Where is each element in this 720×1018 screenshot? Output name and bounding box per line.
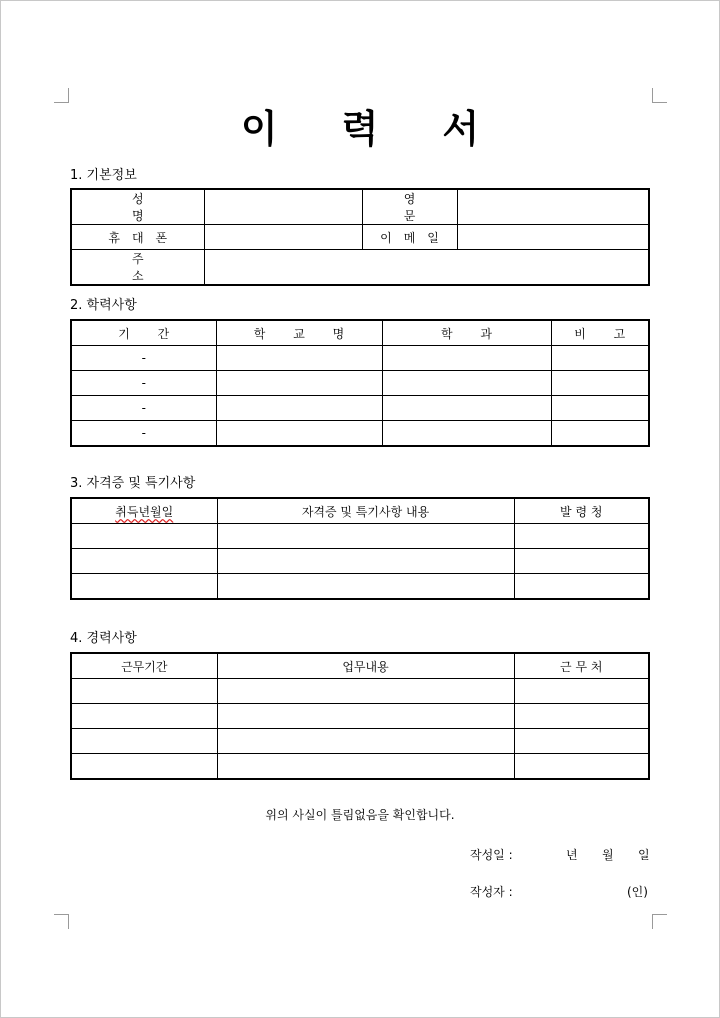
email-field[interactable] [457, 225, 649, 250]
education-note-cell[interactable] [551, 346, 649, 371]
career-workplace-cell[interactable] [514, 754, 649, 780]
table-row [71, 524, 649, 549]
table-row [71, 704, 649, 729]
education-header-note: 비 고 [551, 320, 649, 346]
education-period-cell[interactable]: - [71, 371, 216, 396]
certificate-content-cell[interactable] [217, 574, 514, 600]
education-note-cell[interactable] [551, 396, 649, 421]
certificates-header-date [71, 498, 217, 524]
section-basic-heading: 1. 기본정보 [70, 168, 137, 183]
career-workplace-cell[interactable] [514, 729, 649, 754]
label-name: 성 명 [71, 189, 204, 225]
education-table [70, 319, 650, 447]
career-period-cell[interactable] [71, 679, 217, 704]
education-period-cell[interactable]: - [71, 396, 216, 421]
table-row [71, 754, 649, 780]
education-header-major: 학 과 [382, 320, 551, 346]
certificates-table [70, 497, 650, 600]
title-char: 력 [341, 106, 379, 151]
basic-info-table [70, 188, 650, 286]
education-note-cell[interactable] [551, 371, 649, 396]
declaration-text: 위의 사실이 틀림없음을 확인합니다. [265, 808, 455, 822]
education-school-cell[interactable] [216, 396, 382, 421]
writer-label: 작성자 : [470, 885, 513, 899]
phone-field[interactable] [204, 225, 362, 250]
certificate-content-cell[interactable] [217, 524, 514, 549]
english-name-field[interactable] [457, 189, 649, 225]
certificate-date-cell[interactable] [71, 549, 217, 574]
address-field[interactable] [204, 250, 649, 286]
label-english: 영 문 [362, 189, 457, 225]
education-header-school: 학 교 명 [216, 320, 382, 346]
table-row [71, 549, 649, 574]
section-certificates-heading: 3. 자격증 및 특기사항 [70, 476, 196, 491]
career-duties-cell[interactable] [217, 704, 514, 729]
career-header-period: 근무기간 [71, 653, 217, 679]
education-header-period: 기 간 [71, 320, 216, 346]
career-period-cell[interactable] [71, 754, 217, 780]
education-major-cell[interactable] [382, 396, 551, 421]
label-email: 이메일 [362, 225, 457, 250]
title-char: 이 [240, 106, 278, 151]
table-row [71, 396, 649, 421]
table-row [71, 679, 649, 704]
seal-mark: (인) [627, 885, 648, 899]
career-header-workplace: 근 무 처 [514, 653, 649, 679]
certificates-header-content: 자격증 및 특기사항 내용 [217, 498, 514, 524]
education-major-cell[interactable] [382, 371, 551, 396]
education-major-cell[interactable] [382, 346, 551, 371]
education-note-cell[interactable] [551, 421, 649, 447]
certificate-issuer-cell[interactable] [514, 524, 649, 549]
certificates-header-issuer: 발 령 청 [514, 498, 649, 524]
title-char: 서 [442, 106, 480, 151]
crop-mark-bottom-right [652, 914, 667, 929]
certificates-header-date-text: 취득년월일 [115, 504, 174, 519]
education-school-cell[interactable] [216, 421, 382, 447]
career-period-cell[interactable] [71, 704, 217, 729]
section-education-heading: 2. 학력사항 [70, 298, 137, 313]
education-school-cell[interactable] [216, 346, 382, 371]
section-career-heading: 4. 경력사항 [70, 631, 137, 646]
certificate-issuer-cell[interactable] [514, 574, 649, 600]
table-row [71, 574, 649, 600]
career-header-duties: 업무내용 [217, 653, 514, 679]
certificate-issuer-cell[interactable] [514, 549, 649, 574]
career-table [70, 652, 650, 780]
table-row [71, 421, 649, 447]
table-row [71, 729, 649, 754]
date-year-unit: 년 [566, 848, 578, 862]
education-period-cell[interactable]: - [71, 346, 216, 371]
date-month-unit: 월 [602, 848, 614, 862]
document-title [0, 100, 720, 150]
education-period-cell[interactable]: - [71, 421, 216, 447]
crop-mark-bottom-left [54, 914, 69, 929]
label-address: 주 소 [71, 250, 204, 286]
certificate-content-cell[interactable] [217, 549, 514, 574]
career-workplace-cell[interactable] [514, 704, 649, 729]
career-workplace-cell[interactable] [514, 679, 649, 704]
table-row [71, 371, 649, 396]
career-duties-cell[interactable] [217, 729, 514, 754]
education-major-cell[interactable] [382, 421, 551, 447]
table-row [71, 346, 649, 371]
certificate-date-cell[interactable] [71, 574, 217, 600]
name-field[interactable] [204, 189, 362, 225]
career-period-cell[interactable] [71, 729, 217, 754]
label-phone: 휴대폰 [71, 225, 204, 250]
education-school-cell[interactable] [216, 371, 382, 396]
date-day-unit: 일 [638, 848, 650, 862]
certificate-date-cell[interactable] [71, 524, 217, 549]
date-label: 작성일 : [470, 848, 513, 862]
career-duties-cell[interactable] [217, 754, 514, 780]
career-duties-cell[interactable] [217, 679, 514, 704]
